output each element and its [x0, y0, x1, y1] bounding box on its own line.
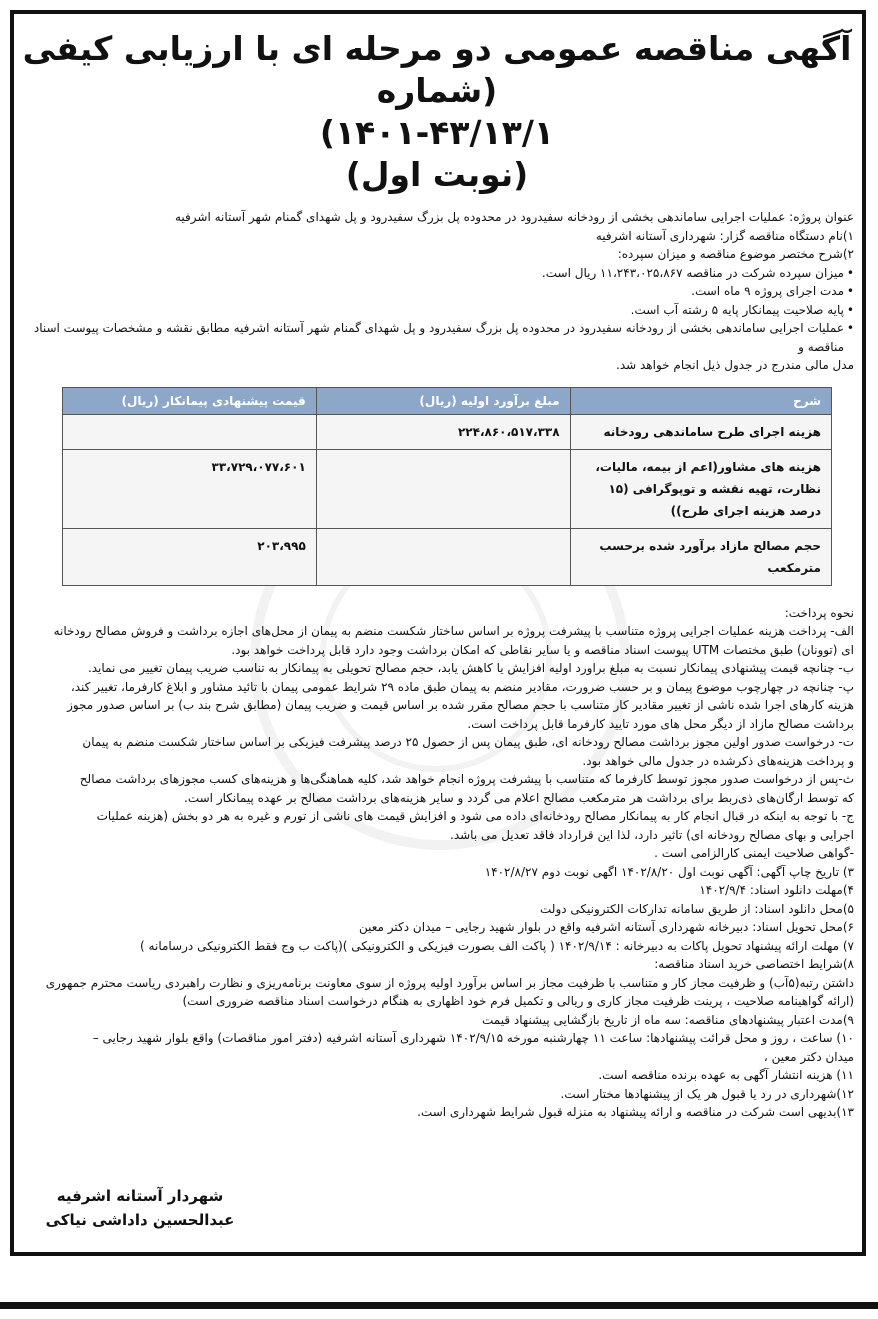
payment-te-1: ت- درخواست صدور اولین مجوز برداشت مصالح رودخانه ای، طبق پیمان پس از حصول ۲۵ درصد پیشرفت فیزیکی بر اساس ساختار شکست منضم به پیمان [82, 735, 854, 749]
signature-name: عبدالحسین داداشی نیاکی [45, 1211, 235, 1229]
header-description: شرح [570, 387, 831, 414]
item-8: ۸)شرایط اختصاصی خرید اسناد مناقصه: [654, 957, 854, 971]
table-row [63, 528, 832, 585]
item-3: ۳) تاریخ چاپ آگهی: آگهی نوبت اول ۱۴۰۲/۸/۲۰ اگهی نوبت دوم ۱۴۰۲/۸/۲۷ [484, 864, 854, 879]
item-6: ۶)محل تحویل اسناد: دبیرخانه شهرداری آستانه اشرفیه واقع در بلوار شهید رجایی – میدان دکتر معین [359, 920, 854, 934]
table-row [63, 449, 832, 528]
bullet-duration: • مدت اجرای پروژه ۹ ماه است. [20, 282, 854, 301]
bullet-deposit: • میزان سپرده شرکت در مناقصه ۱۱،۲۴۳،۰۲۵،۸۶۷ ریال است. [20, 264, 854, 283]
cell-estimate [316, 449, 570, 528]
table-row [63, 414, 832, 449]
signature-title: شهردار آستانه اشرفیه [56, 1187, 224, 1205]
item-2: ۲)شرح مختصر موضوع مناقصه و میزان سپرده: [617, 247, 854, 261]
header-estimate: مبلغ برآورد اولیه (ریال) [316, 387, 570, 414]
payment-pe-3: برداشت مصالح مازاد از دیگر محل های مورد تایید کارفرما قابل پرداخت است. [467, 716, 854, 731]
title-line-3: (نوبت اول) [345, 155, 529, 194]
item-8-detail-2: (ارائه گواهینامه صلاحیت ، پرینت ظرفیت مجاز کاری و ریالی و تکمیل فرم خود اظهاری به هنگام درخواست اسناد مناقصه ضروری است) [182, 994, 854, 1008]
item-10: ۱۰) ساعت ، روز و محل قرائت پیشنهادها: ساعت ۱۱ چهارشنبه مورخه ۱۴۰۲/۹/۱۵ شهرداری آستانه اشرفیه (دفتر امور مناقصات) واقع بلوار شهید رجایی – [92, 1031, 854, 1045]
cell-description: هزینه اجرای طرح ساماندهی رودخانه [570, 414, 831, 449]
payment-heading: نحوه پرداخت: [784, 605, 854, 620]
payment-se-1: ث-پس از درخواست صدور مجوز توسط کارفرما که متناسب با پیشرفت پروژه انجام خواهد شد، کلیه هماهنگی‌ها و هزینه‌های کسب مجوزهای برداشت مصالح [79, 772, 854, 786]
item-13: ۱۳)بدیهی است شرکت در مناقصه و ارائه پیشنهاد به منزله قبول شرایط شهرداری است. [417, 1105, 854, 1119]
payment-alef-1: الف- پرداخت هزینه عملیات اجرایی پروژه متناسب با پیشرفت پروژه بر اساس ساختار شکست منضم به پیمان از محل‌های اجازه برداشت و فروش مصالح رودخانه [53, 624, 854, 638]
safety-certificate: -گواهی صلاحیت ایمنی کارالزامی است . [654, 846, 854, 860]
payment-be: ب- چنانچه قیمت پیشنهادی پیمانکار نسبت به مبلغ براورد اولیه افزایش یا کاهش یابد، حجم مصالح تحویلی به پیمانکار به تناسب ضریب پیمان تغییر می نماید. [87, 661, 854, 675]
payment-jim-2: اجرایی و بهای مصالح رودخانه ای) تاثیر دارد، لذا این قرارداد فاقد تعدیل می باشد. [450, 827, 854, 842]
item-11: ۱۱) هزینه انتشار آگهی به عهده برنده مناقصه است. [598, 1068, 854, 1082]
bottom-rule [0, 1302, 878, 1309]
notice-content [20, 28, 854, 1122]
cell-estimate: ۲۲۴،۸۶۰،۵۱۷،۳۳۸ [316, 414, 570, 449]
signature-block [40, 1184, 240, 1232]
title-line-1: آگهی مناقصه عمومی دو مرحله ای با ارزیابی کیفی (شماره [22, 29, 852, 110]
project-title: عنوان پروژه: عملیات اجرایی ساماندهی بخشی از رودخانه سفیدرود در محدوده پل بزرگ سفیدرود و پل شهدای گمنام شهر آستانه اشرفیه [174, 210, 854, 224]
payment-alef-2: ای (توونان) طبق مختصات UTM پیوست اسناد مناقصه و یا سایر نقاطی که امکان برداشت وجود دارد قابل پرداخت خواهد بود. [231, 642, 854, 657]
cell-offer [63, 414, 317, 449]
payment-pe-2: هزینه کارهای اجرا شده ناشی از تغییر مقادیر کار متناسب با حجم مصالح مقرر شده بر اساس قیمت و ضریب پیمان (مطابق شرح بند ب) بر اساس صدور مجوز [67, 698, 854, 712]
notice-title [20, 28, 854, 196]
item-1: ۱)نام دستگاه مناقصه گزار: شهرداری آستانه اشرفیه [595, 228, 854, 243]
cell-description: هزینه های مشاور(اعم از بیمه، مالیات، نظارت، تهیه نقشه و توپوگرافی (۱۵ درصد هزینه اجرای طرح)) [570, 449, 831, 528]
header-offer: قیمت پیشنهادی پیمانکار (ریال) [63, 387, 317, 414]
cell-offer: ۲۰۳،۹۹۵ [63, 528, 317, 585]
item-10-cont: میدان دکتر معین ، [763, 1049, 854, 1064]
item-4: ۴)مهلت دانلود اسناد: ۱۴۰۲/۹/۴ [699, 883, 854, 897]
payment-pe-1: پ- چنانچه در چهارچوب موضوع پیمان و بر حسب ضرورت، مقادیر منضم به پیمان طبق ماده ۲۹ شرایط عمومی پیمان با تائید مشاور و ابلاغ کارفرما، تغییر کند، [70, 679, 854, 694]
payment-se-2: که توسط ارگان‌های ذی‌ربط برای برداشت هر مترمکعب مصالح اعلام می گردد و سایر هزینه‌های برداشت مصالح بر عهده پیمانکار است. [184, 790, 854, 805]
cell-offer: ۳۳،۷۲۹،۰۷۷،۶۰۱ [63, 449, 317, 528]
bullet-grade: • پایه صلاحیت پیمانکار پایه ۵ رشته آب است. [20, 301, 854, 320]
payment-te-2: و پرداخت هزینه‌های ذکرشده در جدول مالی خواهد بود. [582, 753, 854, 768]
cell-estimate [316, 528, 570, 585]
payment-jim-1: ج- با توجه به اینکه در قبال انجام کار به پیمانکار مصالح رودخانه‌ای داده می شود و افزایش قیمت های ناشی از تورم و غیره به هر دو بخش (هزینه عملیات [96, 809, 854, 823]
bullet-scope: • عملیات اجرایی ساماندهی بخشی از رودخانه سفیدرود در محدوده پل بزرگ سفیدرود و پل شهدای گمنام شهر آستانه اشرفیه مطابق نقشه و مشخصات پیوست اسناد مناقصه و [20, 319, 854, 356]
title-line-2: ۱۴۰۱-۴۳/۱۳/۱) [319, 113, 555, 152]
item-7: ۷) مهلت ارائه پیشنهاد تحویل پاکات به دبیرخانه : ۱۴۰۲/۹/۱۴ ( پاکت الف بصورت فیزیکی و الکترونیکی )(پاکت ب وج فقط الکترونیکی درسامانه ) [140, 938, 854, 953]
cell-description: حجم مصالح مازاد برآورد شده برحسب مترمکعب [570, 528, 831, 585]
table-header-row [63, 387, 832, 414]
financial-table [62, 387, 832, 586]
item-8-detail-1: داشتن رتبه(۵آب) و ظرفیت مجاز کار و متناسب با ظرفیت مجاز بر اساس برآورد اولیه پروژه از سوی معاونت برنامه‌ریزی و نظارت راهبردی ریاست محترم جمهوری [45, 975, 854, 990]
item-9: ۹)مدت اعتبار پیشنهادهای مناقصه: سه ماه از تاریخ بازگشایی پیشنهاد قیمت [482, 1012, 854, 1027]
item-5: ۵)محل دانلود اسناد: از طریق سامانه تدارکات الکترونیکی دولت [540, 901, 854, 916]
item-12: ۱۲)شهرداری در رد یا قبول هر یک از پیشنهادها مختار است. [560, 1086, 854, 1101]
bullet-scope-cont: مدل مالی مندرج در جدول ذیل انجام خواهد شد. [616, 358, 854, 372]
